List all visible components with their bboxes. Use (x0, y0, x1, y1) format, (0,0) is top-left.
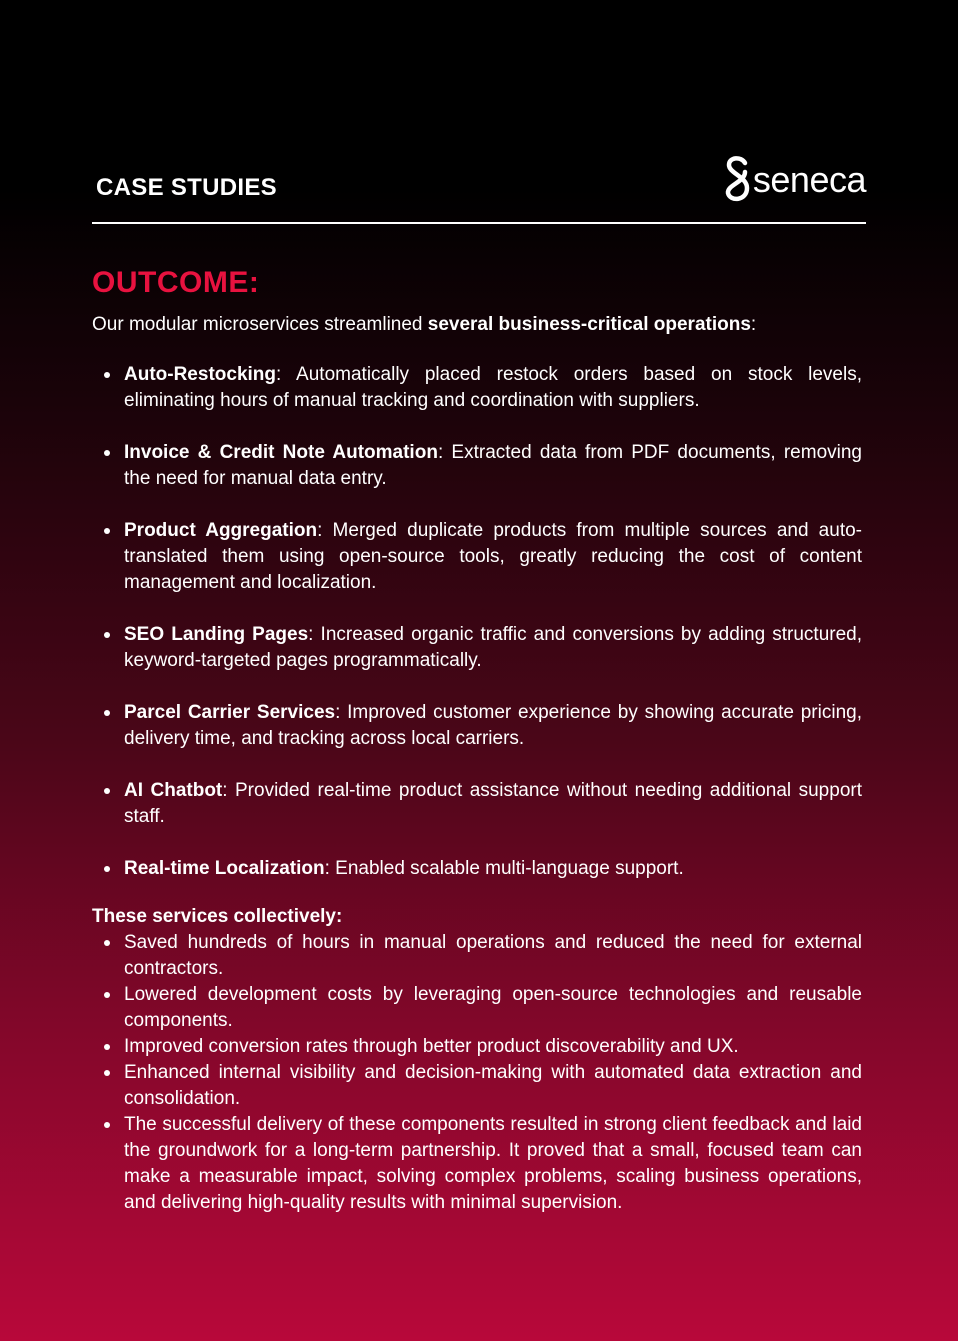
item-name: Real-time Localization (124, 858, 325, 879)
outcome-section (92, 266, 862, 1216)
bullet-icon (104, 992, 110, 998)
bullet-icon (104, 1044, 110, 1050)
list-item (92, 362, 862, 414)
page-header (92, 150, 866, 224)
item-name: Parcel Carrier Services (124, 702, 336, 723)
bullet-icon (104, 1070, 110, 1076)
item-description: : Extracted data from PDF documents, removing the need for manual data entry. (124, 442, 862, 489)
list-item (92, 930, 862, 982)
bullet-icon (104, 866, 110, 872)
item-description: : Improved customer experience by showing accurate pricing, delivery time, and tracking across local carriers. (124, 702, 862, 749)
list-item (92, 440, 862, 492)
list-item (92, 518, 862, 596)
item-name: Invoice & Credit Note Automation (124, 442, 438, 463)
list-item (92, 1112, 862, 1216)
list-item (92, 856, 862, 882)
intro-paragraph (92, 312, 862, 338)
intro-suffix: : (750, 314, 757, 335)
bullet-icon (104, 710, 110, 716)
bullet-icon (104, 450, 110, 456)
bullet-icon (104, 1122, 110, 1128)
list-item (92, 622, 862, 674)
section-title: OUTCOME: (92, 266, 260, 299)
bullet-icon (104, 632, 110, 638)
page-category-title: CASE STUDIES (96, 174, 277, 201)
item-text: Enhanced internal visibility and decision-making with automated data extraction and consolidation. (124, 1062, 862, 1109)
item-description: : Provided real-time product assistance without needing additional support staff. (124, 780, 862, 827)
summary-list (92, 930, 862, 1216)
item-text: Improved conversion rates through better product discoverability and UX. (124, 1036, 739, 1057)
item-text: The successful delivery of these components resulted in strong client feedback and laid the groundwork for a long-term partnership. It proved that a small, focused team can make a measurable impact, solving complex problems, scaling business operations, and delivering high-quality results with minimal supervision. (124, 1114, 862, 1213)
logo-text: seneca (752, 159, 866, 200)
list-item (92, 700, 862, 752)
item-name: Auto-Restocking (124, 364, 276, 385)
operations-list (92, 362, 862, 882)
list-item (92, 1060, 862, 1112)
item-description: : Automatically placed restock orders based on stock levels, eliminating hours of manual tracking and coordination with suppliers. (124, 364, 862, 411)
item-name: Product Aggregation (124, 520, 318, 541)
item-name: AI Chatbot (124, 780, 223, 801)
list-item (92, 982, 862, 1034)
intro-bold: several business-critical operations (427, 314, 751, 335)
item-name: SEO Landing Pages (124, 624, 309, 645)
item-description: : Increased organic traffic and conversions by adding structured, keyword-targeted pages programmatically. (124, 624, 862, 671)
item-text: Lowered development costs by leveraging open-source technologies and reusable components. (124, 984, 862, 1031)
item-description: : Merged duplicate products from multiple sources and auto-translated them using open-source tools, greatly reducing the cost of content management and localization. (124, 520, 862, 593)
intro-prefix: Our modular microservices streamlined (92, 314, 428, 335)
summary-title: These services collectively: (92, 906, 343, 927)
bullet-icon (104, 788, 110, 794)
list-item (92, 778, 862, 830)
bullet-icon (104, 940, 110, 946)
item-text: Saved hundreds of hours in manual operations and reduced the need for external contractors. (124, 932, 862, 979)
item-description: : Enabled scalable multi-language support. (324, 858, 684, 879)
bullet-icon (104, 528, 110, 534)
seneca-logo (725, 155, 866, 205)
list-item (92, 1034, 862, 1060)
bullet-icon (104, 372, 110, 378)
seneca-s-icon (725, 155, 751, 205)
